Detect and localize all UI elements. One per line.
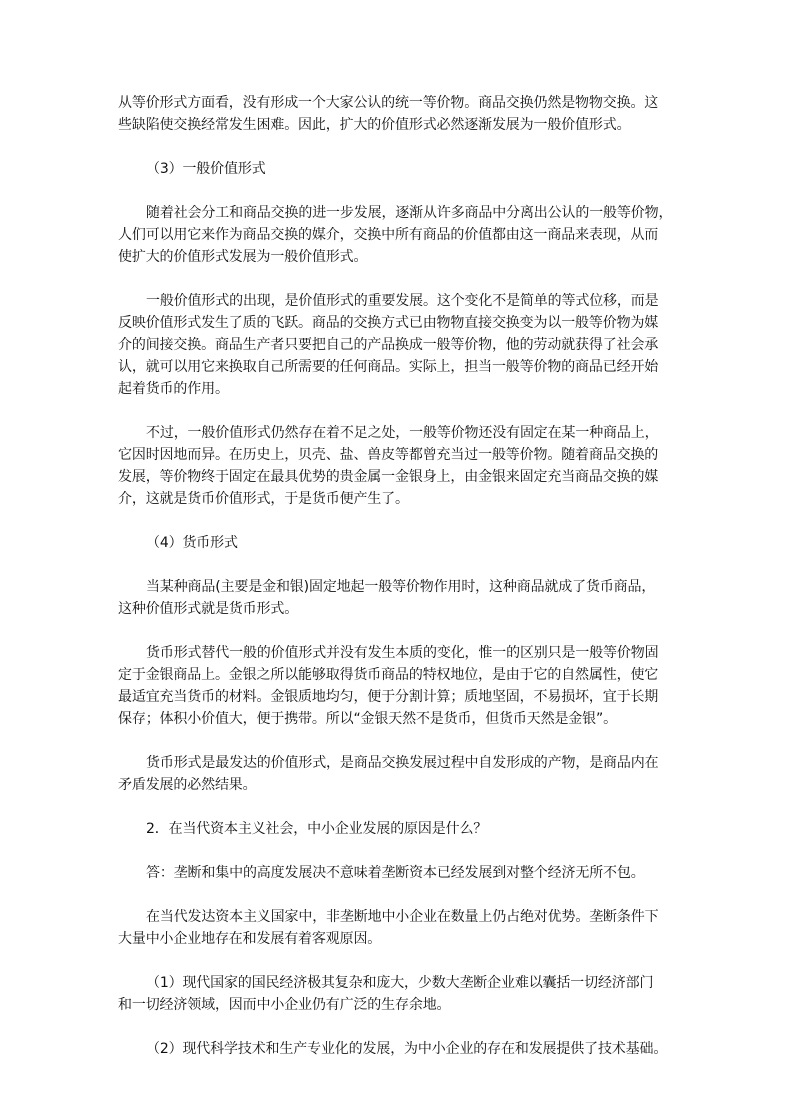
- text-line: （4）货币形式: [146, 535, 238, 551]
- text-line: 一般价值形式的出现，是价值形式的重要发展。这个变化不是简单的等式位移，而是: [146, 293, 659, 309]
- text-line: 矛盾发展的必然结果。: [118, 777, 257, 793]
- text-line: 在当代发达资本主义国家中，非垄断地中小企业在数量上仍占绝对优势。垄断条件下: [146, 909, 659, 925]
- text-line: 介的间接交换。商品生产者只要把自己的产品换成一般等价物，他的劳动就获得了社会承: [118, 337, 659, 353]
- text-line: （1）现代国家的国民经济极其复杂和庞大，少数大垄断企业难以囊括一切经济部门: [146, 975, 654, 991]
- text-line: 保存；体积小价值大，便于携带。所以“金银天然不是货币，但货币天然是金银”。: [118, 711, 617, 727]
- paragraph: [118, 906, 678, 950]
- text-line: 货币形式是最发达的价值形式，是商品交换发展过程中自发形成的产物，是商品内在: [146, 755, 659, 771]
- document-body: [118, 92, 678, 1082]
- text-line: 使扩大的价值形式发展为一般价值形式。: [118, 249, 368, 265]
- text-line: 当某种商品(主要是金和银)固定地起一般等价物作用时，这种商品就成了货币商品，: [146, 579, 656, 595]
- paragraph: [118, 92, 678, 136]
- paragraph: [118, 290, 678, 400]
- text-line: 答：垄断和集中的高度发展决不意味着垄断资本已经发展到对整个经济无所不包。: [146, 865, 645, 881]
- paragraph: [118, 642, 678, 730]
- text-line: 大量中小企业地存在和发展有着客观原因。: [118, 931, 382, 947]
- text-line: 认，就可以用它来换取自己所需要的任何商品。实际上，担当一般等价物的商品已经开始: [118, 359, 659, 375]
- text-line: 定于金银商品上。金银之所以能够取得货币商品的特权地位，是由于它的自然属性，使它: [118, 667, 659, 683]
- text-line: 从等价形式方面看，没有形成一个大家公认的统一等价物。商品交换仍然是物物交换。这: [118, 95, 659, 111]
- text-line: 起着货币的作用。: [118, 381, 229, 397]
- text-line: 介，这就是货币价值形式，于是货币便产生了。: [118, 491, 409, 507]
- paragraph: [118, 862, 678, 884]
- section-heading: [118, 158, 678, 180]
- text-line: 些缺陷使交换经常发生困难。因此，扩大的价值形式必然逐渐发展为一般价值形式。: [118, 117, 631, 133]
- text-line: 反映价值形式发生了质的飞跃。商品的交换方式已由物物直接交换变为以一般等价物为媒: [118, 315, 659, 331]
- paragraph: [118, 972, 678, 1016]
- text-line: 2．在当代资本主义社会，中小企业发展的原因是什么？: [146, 821, 488, 837]
- paragraph: [118, 576, 678, 620]
- section-heading: [118, 532, 678, 554]
- text-line: 货币形式替代一般的价值形式并没有发生本质的变化，惟一的区别只是一般等价物固: [146, 645, 659, 661]
- paragraph: [118, 1038, 678, 1060]
- text-line: （2）现代科学技术和生产专业化的发展，为中小企业的存在和发展提供了技术基础。: [146, 1041, 668, 1057]
- text-line: 人们可以用它来作为商品交换的媒介，交换中所有商品的价值都由这一商品来表现，从而: [118, 227, 659, 243]
- text-line: 和一切经济领域，因而中小企业仍有广泛的生存余地。: [118, 997, 451, 1013]
- paragraph: [118, 202, 678, 268]
- text-line: 发展，等价物终于固定在最具优势的贵金属一金银身上，由金银来固定充当商品交换的媒: [118, 469, 659, 485]
- text-line: 这种价值形式就是货币形式。: [118, 601, 299, 617]
- paragraph: [118, 422, 678, 510]
- text-line: 最适宜充当货币的材料。金银质地均匀，便于分割计算；质地坚固，不易损坏，宜于长期: [118, 689, 659, 705]
- paragraph: [118, 752, 678, 796]
- text-line: 它因时因地而异。在历史上，贝壳、盐、兽皮等都曾充当过一般等价物。随着商品交换的: [118, 447, 659, 463]
- question-heading: [118, 818, 678, 840]
- text-line: 随着社会分工和商品交换的进一步发展，逐渐从许多商品中分离出公认的一般等价物，: [146, 205, 673, 221]
- text-line: （3）一般价值形式: [146, 161, 266, 177]
- text-line: 不过，一般价值形式仍然存在着不足之处，一般等价物还没有固定在某一种商品上，: [146, 425, 659, 441]
